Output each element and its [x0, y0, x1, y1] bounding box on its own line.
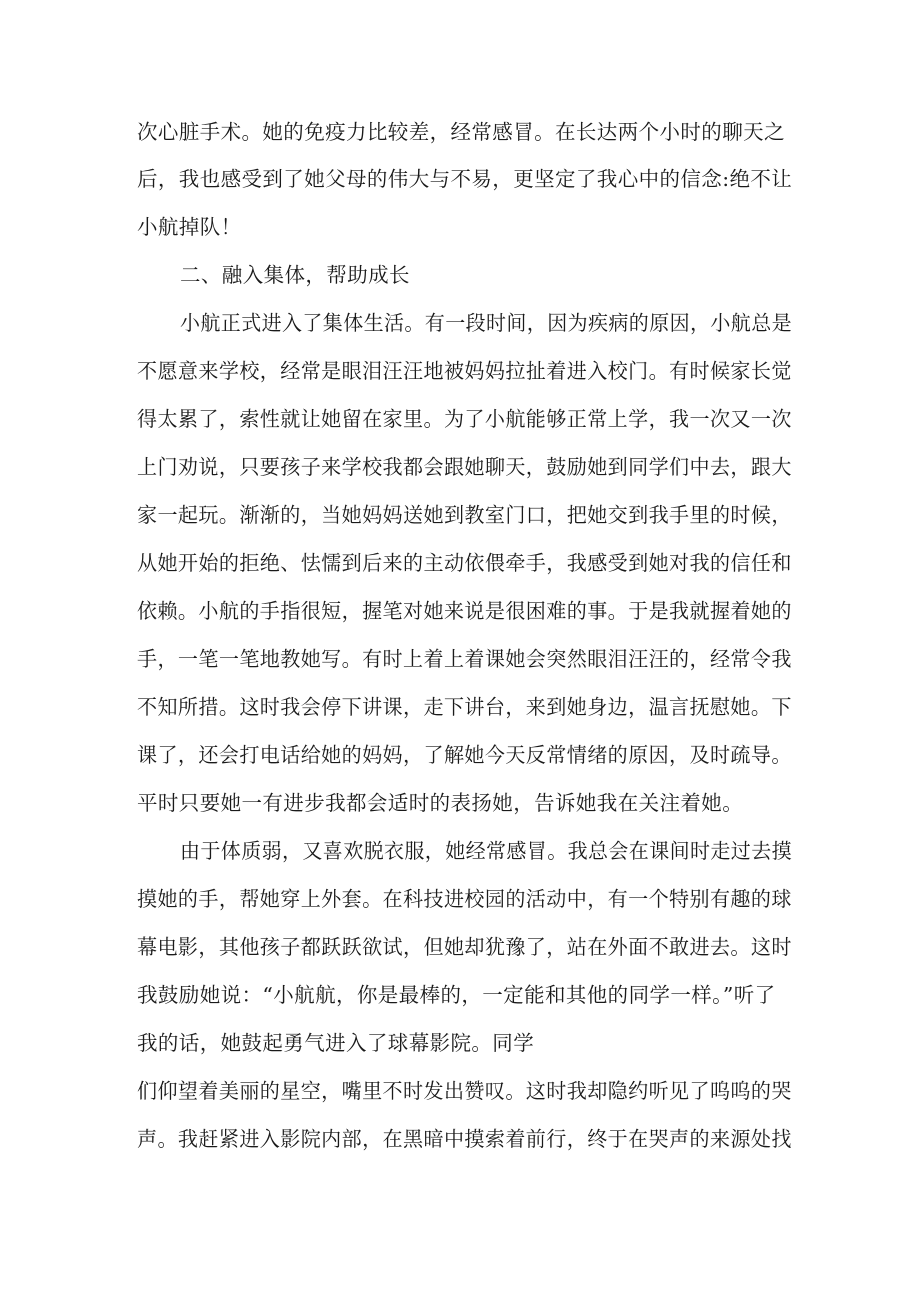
text-line: 摸她的手，帮她穿上外套。在科技进校园的活动中，有一个特别有趣的球: [137, 887, 792, 911]
text-line: 不愿意来学校，经常是眼泪汪汪地被妈妈拉扯着进入校门。有时候家长觉: [137, 359, 792, 383]
text-line: 从她开始的拒绝、怯懦到后来的主动依偎牵手，我感受到她对我的信任和: [137, 551, 792, 575]
text-line: 我的话，她鼓起勇气进入了球幕影院。同学: [137, 1031, 535, 1055]
text-line: 我鼓励她说：“小航航，你是最棒的，一定能和其他的同学一样。”听了: [137, 983, 776, 1007]
text-line: 依赖。小航的手指很短，握笔对她来说是很困难的事。于是我就握着她的: [137, 599, 792, 623]
text-line: 手，一笔一笔地教她写。有时上着上着课她会突然眼泪汪汪的，经常令我: [137, 647, 792, 671]
text-line: 小航正式进入了集体生活。有一段时间，因为疾病的原因，小航总是: [180, 311, 793, 335]
text-line: 平时只要她一有进步我都会适时的表扬她，告诉她我在关注着她。: [137, 791, 744, 815]
section-heading: 二、融入集体，帮助成长: [180, 263, 410, 287]
text-line: 们仰望着美丽的星空，嘴里不时发出赞叹。这时我却隐约听见了呜呜的哭: [137, 1079, 792, 1103]
text-line: 由于体质弱，又喜欢脱衣服，她经常感冒。我总会在课间时走过去摸: [180, 839, 793, 863]
text-line: 不知所措。这时我会停下讲课，走下讲台，来到她身边，温言抚慰她。下: [137, 695, 792, 719]
text-line: 课了，还会打电话给她的妈妈，了解她今天反常情绪的原因，及时疏导。: [137, 743, 792, 767]
text-line: 家一起玩。渐渐的，当她妈妈送她到教室门口，把她交到我手里的时候，: [137, 503, 792, 527]
text-line: 小航掉队！: [137, 215, 242, 239]
text-line: 次心脏手术。她的免疫力比较差，经常感冒。在长达两个小时的聊天之: [137, 120, 785, 144]
text-line: 声。我赶紧进入影院内部，在黑暗中摸索着前行，终于在哭声的来源处找: [137, 1127, 792, 1151]
text-line: 得太累了，索性就让她留在家里。为了小航能够正常上学，我一次又一次: [137, 407, 792, 431]
text-line: 上门劝说，只要孩子来学校我都会跟她聊天，鼓励她到同学们中去，跟大: [137, 455, 792, 479]
text-line: 幕电影，其他孩子都跃跃欲试，但她却犹豫了，站在外面不敢进去。这时: [137, 935, 792, 959]
text-line: 后，我也感受到了她父母的伟大与不易，更坚定了我心中的信念:绝不让: [137, 167, 793, 191]
